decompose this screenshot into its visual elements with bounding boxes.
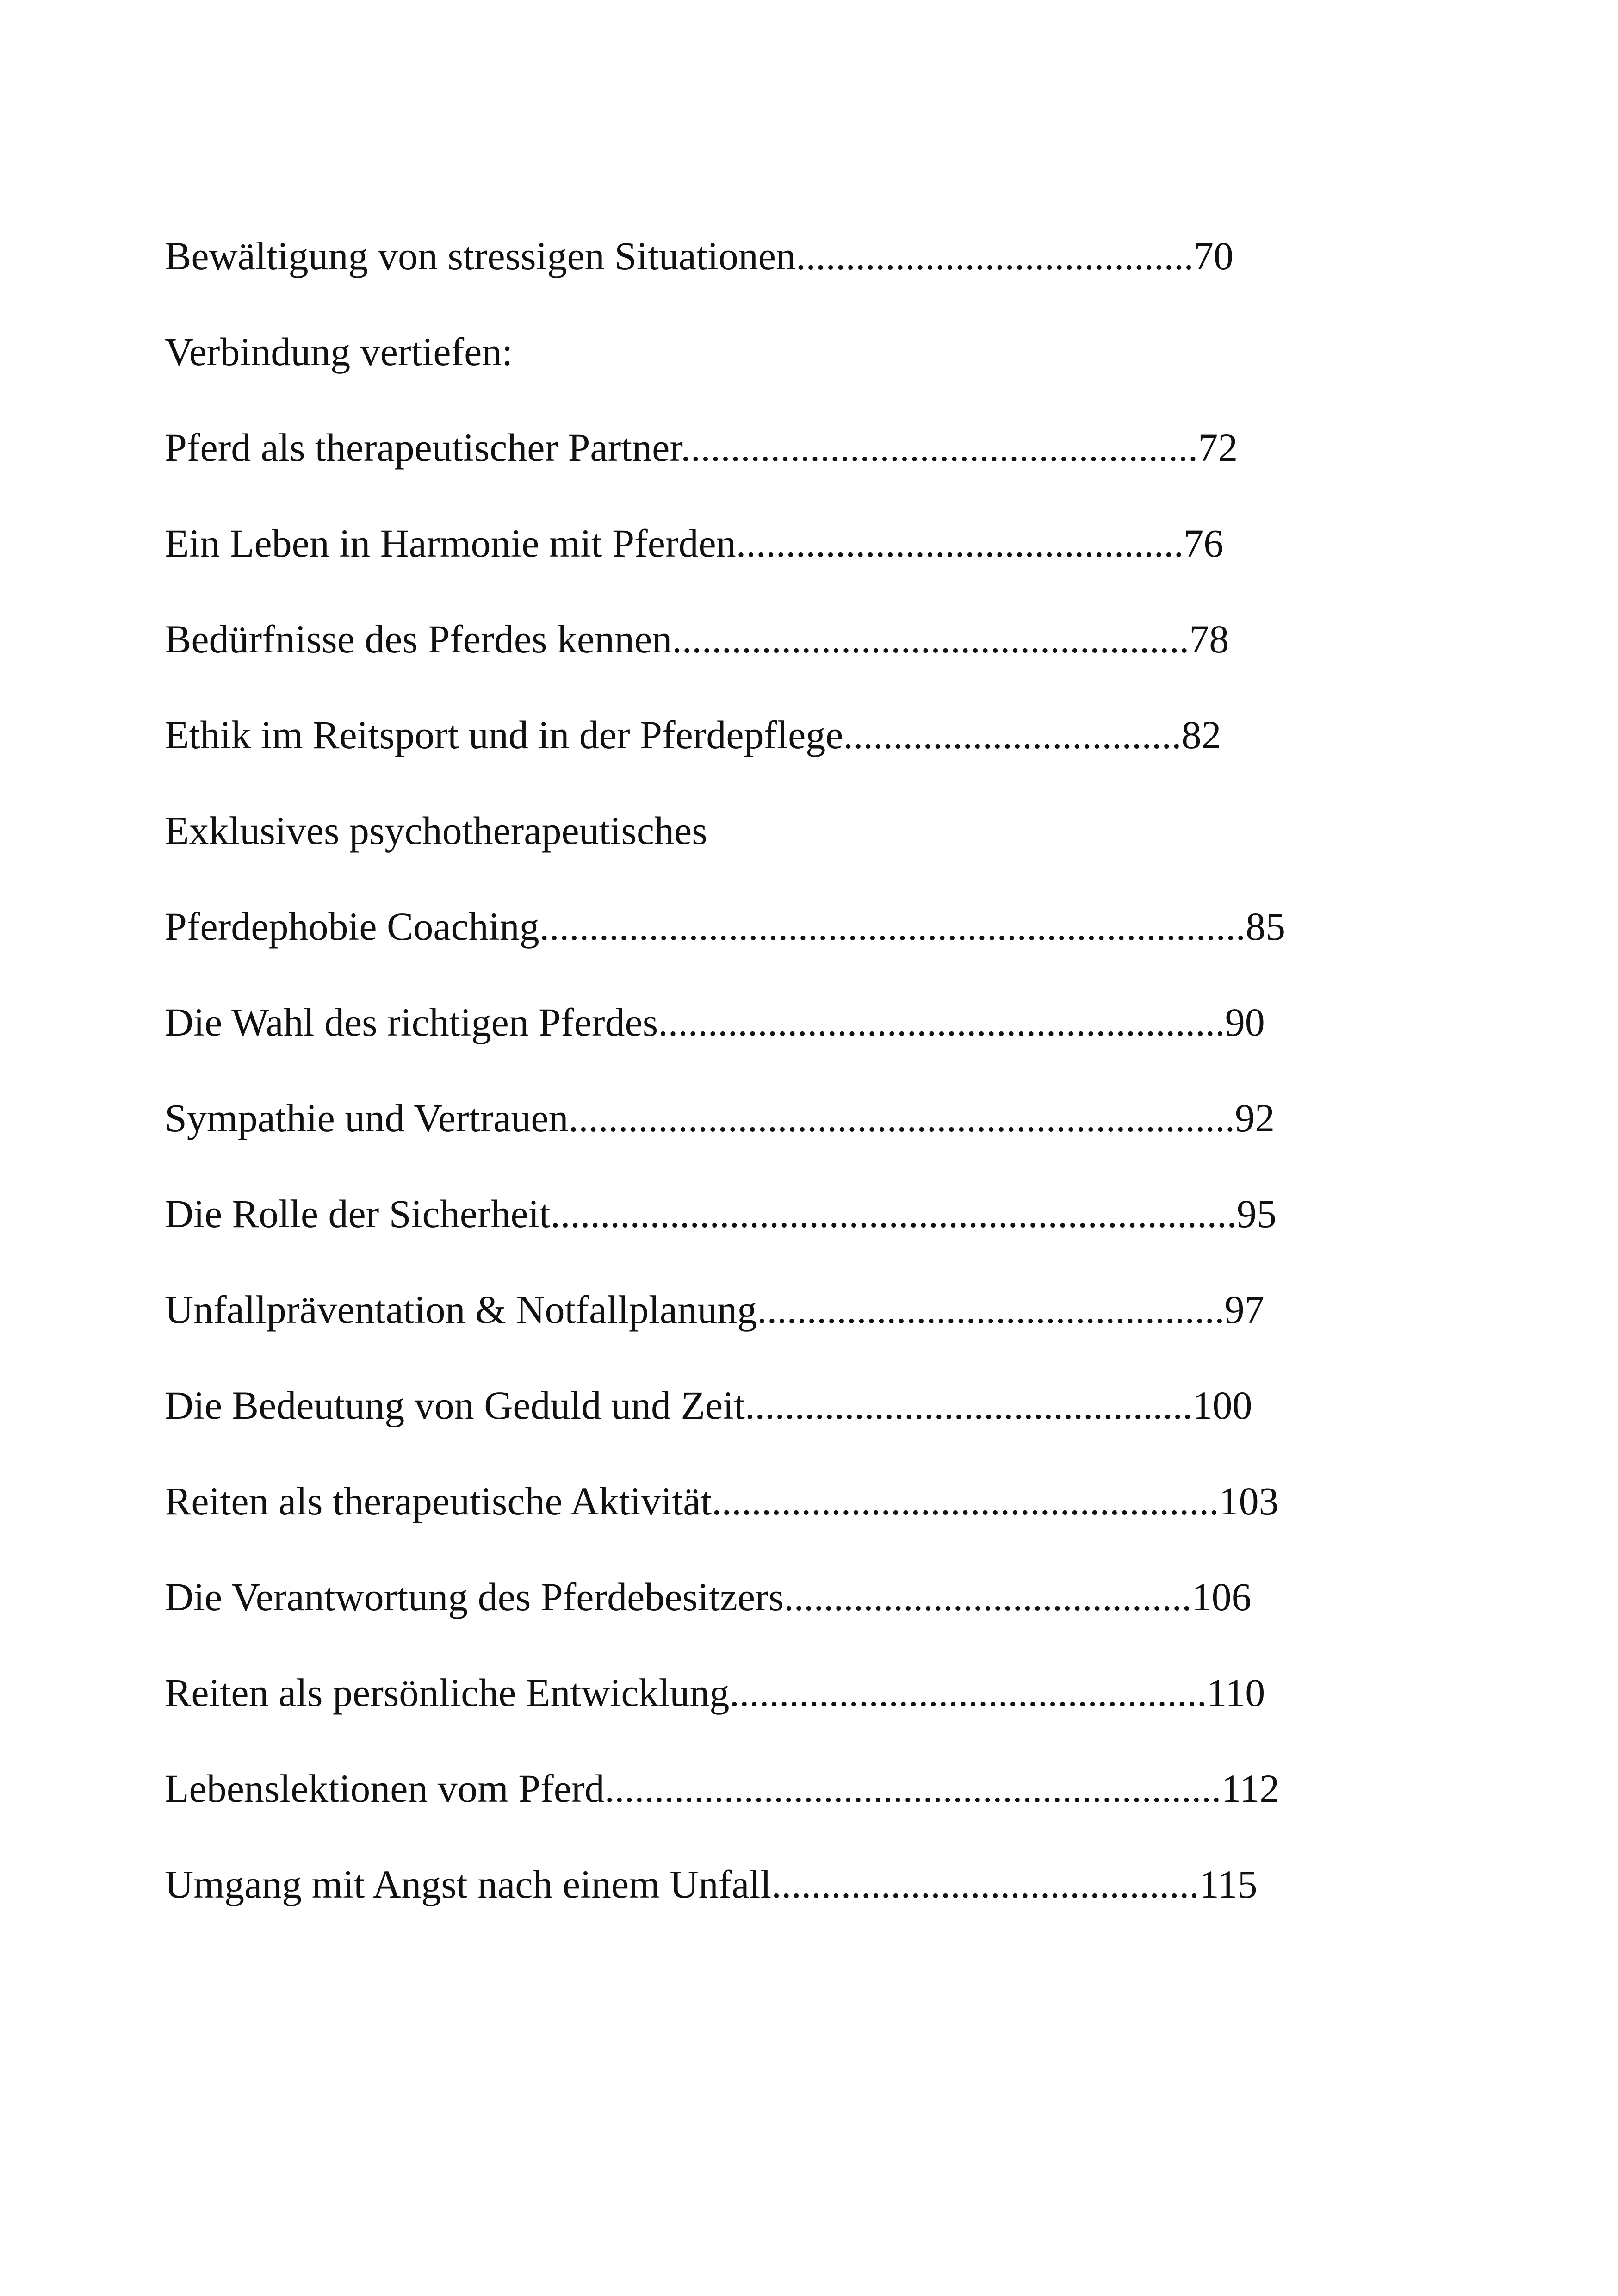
toc-page-number: 112 [1221,1766,1280,1811]
toc-leader-dots: ................................................... [712,1479,1219,1523]
toc-entry-title: Die Wahl des richtigen Pferdes [165,1000,658,1044]
toc-entry [165,987,1368,1083]
toc-entry-title: Pferd als therapeutischer Partner [165,425,681,470]
toc-page-number: 106 [1191,1575,1252,1619]
toc-entry [165,892,1368,987]
toc-entry-title: Reiten als persönliche Entwicklung [165,1670,730,1715]
toc-entry [165,604,1368,700]
toc-entry [165,413,1368,509]
toc-entry [165,1083,1368,1179]
toc-entry [165,1849,1368,1945]
toc-leader-dots: .................................................... [672,617,1190,661]
toc-leader-dots: ..................................................................... [550,1191,1237,1236]
toc-entry-title: Bewältigung von stressigen Situationen [165,234,796,278]
toc-page-number: 85 [1246,904,1286,949]
toc-leader-dots: ................................................................... [568,1096,1235,1140]
toc-entry [165,1275,1368,1371]
toc-page-number: 90 [1225,1000,1265,1044]
toc-entry-title: Unfallpräventation & Notfallplanung [165,1287,757,1332]
toc-entry-title: Ethik im Reitsport und in der Pferdepflege [165,713,843,757]
toc-leader-dots: .............................................................. [604,1766,1221,1811]
toc-entry-title: Die Verantwortung des Pferdebesitzers [165,1575,784,1619]
toc-entry-title: Die Rolle der Sicherheit [165,1191,551,1236]
toc-entry [165,1754,1368,1849]
toc-page-number: 82 [1181,713,1221,757]
toc-entry [165,1371,1368,1466]
toc-page-number: 78 [1189,617,1229,661]
toc-entry [165,1179,1368,1275]
toc-page-number: 95 [1236,1191,1277,1236]
toc-entry [165,796,1368,892]
toc-page-number: 110 [1207,1670,1265,1715]
toc-entry-title: Die Bedeutung von Geduld und Zeit [165,1383,745,1427]
toc-page-number: 72 [1198,425,1238,470]
toc-entry-title: Pferdephobie Coaching [165,904,539,949]
toc-entry-title: Umgang mit Angst nach einem Unfall [165,1862,772,1906]
toc-entry [165,221,1368,317]
toc-entry-title: Lebenslektionen vom Pferd [165,1766,605,1811]
toc-leader-dots: .................................................... [681,425,1198,470]
toc-leader-dots: ....................................................................... [539,904,1246,949]
toc-entry-title: Reiten als therapeutische Aktivität [165,1479,712,1523]
toc-page-number: 100 [1192,1383,1252,1427]
toc-entry-title: Sympathie und Vertrauen [165,1096,569,1140]
toc-page-number: 103 [1219,1479,1279,1523]
toc-page-number: 76 [1184,521,1224,565]
toc-leader-dots: ........................................... [771,1862,1199,1906]
toc-leader-dots: ............................................. [736,521,1184,565]
toc-page-number: 70 [1193,234,1234,278]
toc-entry-title: Exklusives psychotherapeutisches [165,808,707,853]
toc-leader-dots: ........................................ [795,234,1194,278]
toc-leader-dots: .................................. [843,713,1182,757]
toc-page-number: 115 [1199,1862,1258,1906]
toc-entry-title: Verbindung vertiefen: [165,329,513,374]
toc-entry [165,509,1368,604]
toc-page-number: 97 [1224,1287,1265,1332]
toc-leader-dots: ............................................... [757,1287,1225,1332]
toc-leader-dots: ................................................ [729,1670,1207,1715]
toc-entry [165,700,1368,796]
table-of-contents [165,221,1368,1945]
toc-entry [165,1466,1368,1562]
toc-entry [165,1562,1368,1658]
toc-entry [165,317,1368,413]
toc-entry-title: Ein Leben in Harmonie mit Pferden [165,521,736,565]
toc-entry-title: Bedürfnisse des Pferdes kennen [165,617,672,661]
toc-leader-dots: ......................................... [784,1575,1192,1619]
toc-entry [165,1658,1368,1754]
toc-leader-dots: ......................................................... [658,1000,1225,1044]
toc-page-number: 92 [1235,1096,1275,1140]
toc-leader-dots: ............................................. [744,1383,1193,1427]
